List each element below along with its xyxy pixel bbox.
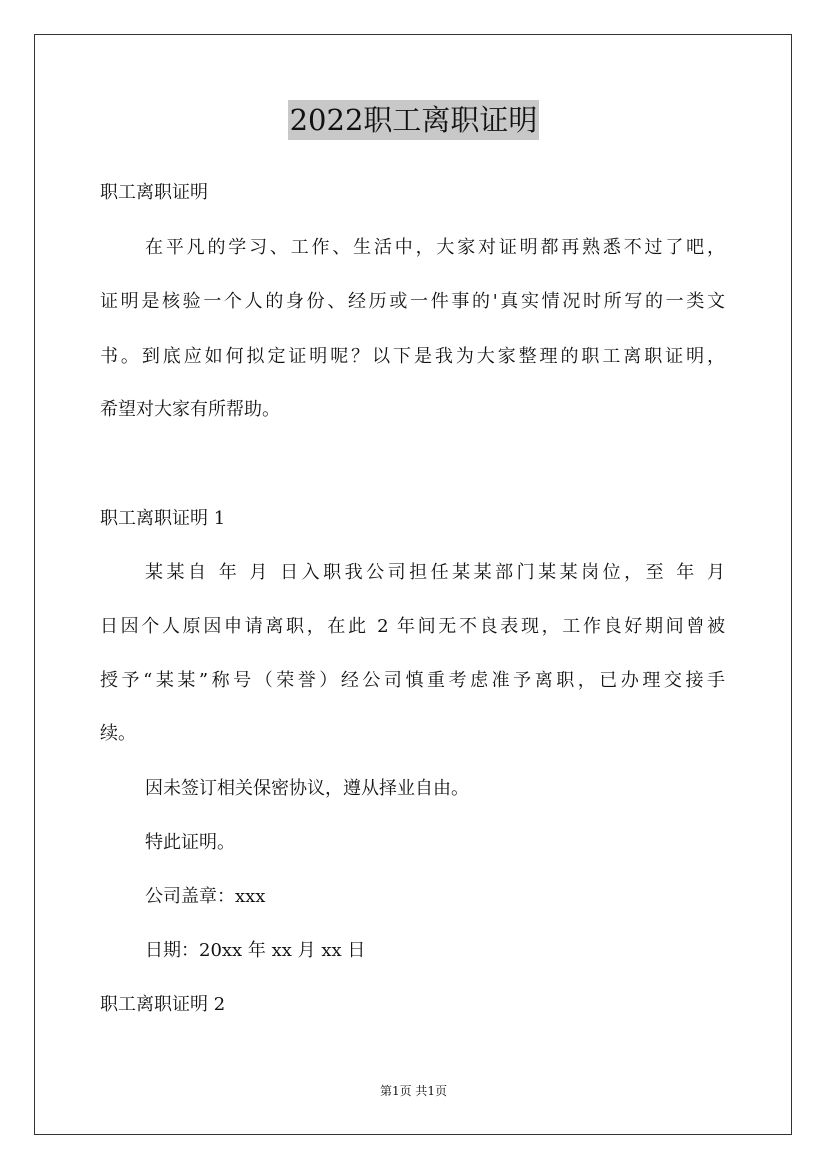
section1-line-2: 日因个人原因申请离职，在此 2 年间无不良表现，工作良好期间曾被 <box>100 616 725 637</box>
document-date: 日期：20xx 年 xx 月 xx 日 <box>145 940 366 961</box>
closing-statement: 特此证明。 <box>145 832 235 853</box>
title-container <box>0 100 827 140</box>
section1-line-4: 续。 <box>100 723 136 744</box>
intro-line-2: 证明是核验一个人的身份、经历或一件事的'真实情况时所写的一类文 <box>100 291 725 312</box>
intro-line-1: 在平凡的学习、工作、生活中，大家对证明都再熟悉不过了吧， <box>145 237 725 258</box>
document-title: 2022职工离职证明 <box>288 100 540 140</box>
confidentiality-statement: 因未签订相关保密协议，遵从择业自由。 <box>145 778 469 799</box>
company-seal: 公司盖章：xxx <box>145 886 266 907</box>
section1-line-1: 某某自 年 月 日入职我公司担任某某部门某某岗位，至 年 月 <box>145 562 725 583</box>
section1-line-3: 授予“某某”称号（荣誉）经公司慎重考虑准予离职，已办理交接手 <box>100 670 725 691</box>
page-footer: 第1页 共1页 <box>379 1084 448 1098</box>
section1-heading: 职工离职证明 1 <box>100 508 226 529</box>
intro-line-3: 书。到底应如何拟定证明呢？以下是我为大家整理的职工离职证明， <box>100 346 725 367</box>
intro-line-4: 希望对大家有所帮助。 <box>100 399 280 420</box>
intro-heading: 职工离职证明 <box>100 182 208 203</box>
section2-heading: 职工离职证明 2 <box>100 994 226 1015</box>
